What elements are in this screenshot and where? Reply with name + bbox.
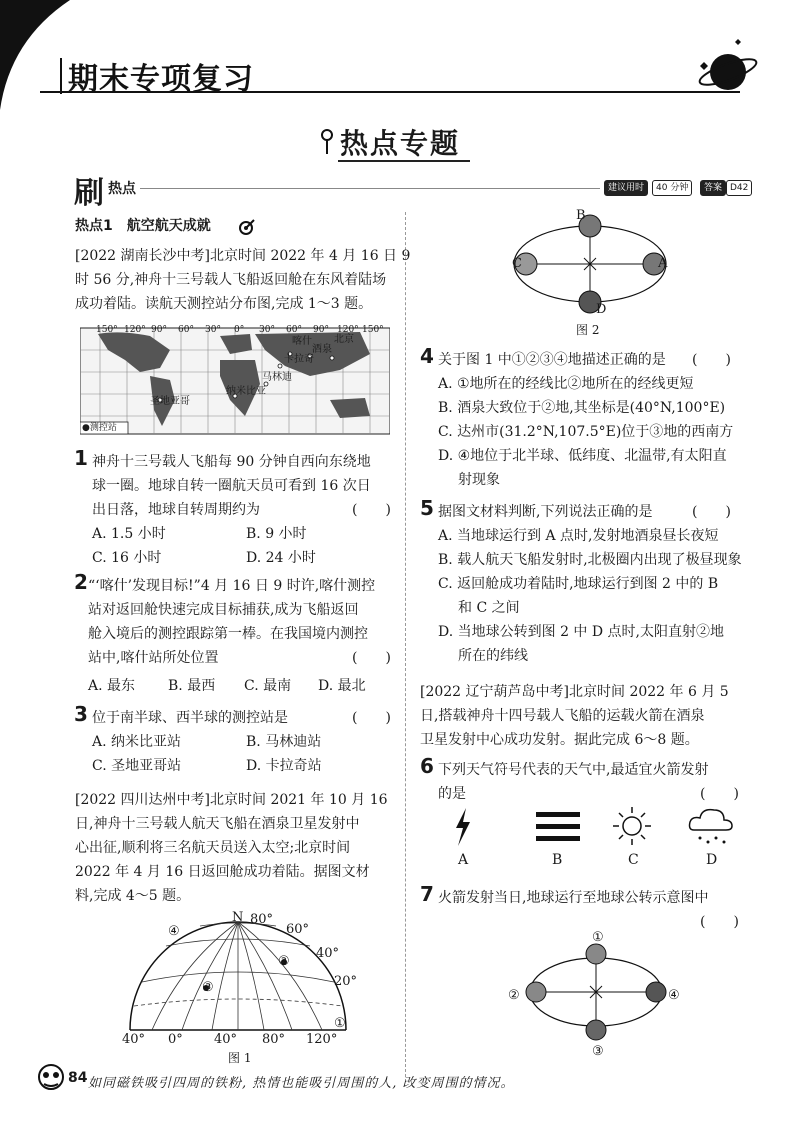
q2-option-c[interactable]: C. 最南 xyxy=(244,678,292,694)
fig1-lat40: 40° xyxy=(316,946,340,961)
intro2-line2: 日,神舟十三号载人航天飞船在酒泉卫星发射中 xyxy=(75,816,360,832)
intro2-line1: [2022 四川达州中考]北京时间 2021 年 10 月 16 xyxy=(75,792,388,808)
q3-option-d[interactable]: D. 卡拉奇站 xyxy=(246,758,322,774)
title-underline xyxy=(338,160,470,162)
q7-line1: 火箭发射当日,地球运行至地球公转示意图中 xyxy=(438,890,709,906)
sunny-icon xyxy=(610,804,654,848)
q1-line2: 球一圈。地球自转一圈航天员可看到 16 次日 xyxy=(92,478,371,494)
q2-line1: “‘喀什’发现目标!”4 月 16 日 9 时许,喀什测控 xyxy=(88,578,376,594)
q2-line3: 舱入境后的测控跟踪第一棒。在我国境内测控 xyxy=(88,626,368,642)
q5-number: 5 xyxy=(420,496,434,520)
fig2-point-b: B xyxy=(576,208,586,223)
lightning-icon xyxy=(452,806,474,848)
map-legend: ●测控站 xyxy=(82,423,117,433)
q6-answer-paren[interactable]: ( ) xyxy=(700,786,739,802)
fig1-lon-4: 120° xyxy=(306,1032,338,1047)
map-label-beijing: 北京 xyxy=(334,334,354,345)
intro1-line3: 成功着陆。读航天测控站分布图,完成 1～3 题。 xyxy=(75,296,373,312)
q6-option-a[interactable]: A xyxy=(458,852,469,868)
rain-cloud-icon xyxy=(686,806,736,848)
intro3-line2: 日,搭载神舟十四号载人飞船的运载火箭在酒泉 xyxy=(420,708,705,724)
q1-option-a[interactable]: A. 1.5 小时 xyxy=(92,526,166,542)
fog-icon xyxy=(534,808,582,846)
q2-answer-paren[interactable]: ( ) xyxy=(352,650,391,666)
target-icon xyxy=(238,218,256,236)
section-rule xyxy=(140,188,600,189)
intro1-line2: 时 56 分,神舟十三号载人飞船返回舱在东风着陆场 xyxy=(75,272,387,288)
fig2-point-a: A xyxy=(658,256,668,271)
intro1-line1: [2022 湖南长沙中考]北京时间 2022 年 4 月 16 日 9 xyxy=(75,248,411,264)
suggest-time-value: 40 分钟 xyxy=(652,180,692,196)
map-label-kashgar: 喀什 xyxy=(292,336,312,347)
q5-option-d-line2: 所在的纬线 xyxy=(458,648,528,664)
q1-line3: 出日落，地球自转周期约为 xyxy=(92,502,260,518)
intro2-line3: 心出征,顺利将三名航天员送入太空;北京时间 xyxy=(75,840,351,856)
q1-number: 1 xyxy=(74,446,88,470)
map-lon-6: 30° xyxy=(259,325,275,335)
map-label-jiuquan: 酒泉 xyxy=(312,344,332,355)
q5-answer-paren[interactable]: ( ) xyxy=(692,504,731,520)
q4-number: 4 xyxy=(420,344,434,368)
fig1-point1: ① xyxy=(334,1016,346,1031)
fig1-lat20: 20° xyxy=(334,974,358,989)
q1-option-d[interactable]: D. 24 小时 xyxy=(246,550,316,566)
fig1-lon-3: 80° xyxy=(262,1032,286,1047)
q5-option-c-line2: 和 C 之间 xyxy=(458,600,520,616)
q5-option-d-line1[interactable]: D. 当地球公转到图 2 中 D 点时,太阳直射②地 xyxy=(438,624,725,640)
q4-option-d-line2: 射现象 xyxy=(458,472,500,488)
fig2-point-d: D xyxy=(596,302,607,317)
fig3-point3: ③ xyxy=(592,1044,604,1059)
banner-title: 期末专项复习 xyxy=(68,62,254,97)
fig3-point1: ① xyxy=(592,930,604,945)
fig1-lon-0: 40° xyxy=(122,1032,146,1047)
topic-title: 热点专题 xyxy=(340,127,461,160)
fig1-lat80: 80° xyxy=(250,912,274,927)
map-lon-10: 150° xyxy=(362,325,384,335)
q3-number: 3 xyxy=(74,702,88,726)
pin-icon xyxy=(320,128,334,156)
q5-line1: 据图文材料判断,下列说法正确的是 xyxy=(438,504,653,520)
q6-line1: 下列天气符号代表的天气中,最适宜火箭发射 xyxy=(438,762,709,778)
intro2-line4: 2022 年 4 月 16 日返回舱成功着陆。据图文材 xyxy=(75,864,370,880)
q3-option-c[interactable]: C. 圣地亚哥站 xyxy=(92,758,182,774)
figure1-graticule xyxy=(122,912,354,1040)
q6-number: 6 xyxy=(420,754,434,778)
section-mark: 刷 xyxy=(74,176,104,211)
fig1-caption: 图 1 xyxy=(228,1051,252,1065)
q3-option-a[interactable]: A. 纳米比亚站 xyxy=(92,734,182,750)
q4-answer-paren[interactable]: ( ) xyxy=(692,352,731,368)
map-lon-5: 0° xyxy=(234,325,245,335)
map-lon-1: 120° xyxy=(124,325,146,335)
map-lon-0: 150° xyxy=(96,325,118,335)
fig1-lat60: 60° xyxy=(286,922,310,937)
q2-line2: 站对返回舱快速完成目标捕获,成为飞船返回 xyxy=(88,602,359,618)
footer-quote: 如同磁铁吸引四周的铁粉, 热情也能吸引周围的人, 改变周围的情况。 xyxy=(88,1076,515,1091)
map-lon-3: 60° xyxy=(178,325,194,335)
fig3-point4: ④ xyxy=(668,988,680,1003)
q1-option-b[interactable]: B. 9 小时 xyxy=(246,526,307,542)
intro3-line1: [2022 辽宁葫芦岛中考]北京时间 2022 年 6 月 5 xyxy=(420,684,729,700)
map-lon-2: 90° xyxy=(151,325,167,335)
q5-option-c-line1[interactable]: C. 返回舱成功着陆时,地球运行到图 2 中的 B xyxy=(438,576,719,592)
hot1-title: 热点1 航空航天成就 xyxy=(75,218,211,234)
map-lon-4: 30° xyxy=(205,325,221,335)
q2-option-b[interactable]: B. 最西 xyxy=(168,678,216,694)
column-divider xyxy=(405,212,406,1082)
q3-answer-paren[interactable]: ( ) xyxy=(352,710,391,726)
fig1-point4: ④ xyxy=(168,924,180,939)
section-label: 热点 xyxy=(108,181,136,197)
q6-line2: 的是 xyxy=(438,786,466,802)
map-lon-8: 90° xyxy=(313,325,329,335)
q6-option-d[interactable]: D xyxy=(706,852,718,868)
map-label-namibia: 纳米比亚 xyxy=(226,386,266,397)
map-lon-7: 60° xyxy=(286,325,302,335)
q4-option-a[interactable]: A. ①地所在的经线比②地所在的经线更短 xyxy=(438,376,694,392)
fig1-lon-1: 0° xyxy=(168,1032,183,1047)
fig2-point-c: C xyxy=(512,256,522,271)
map-label-santiago: 圣地亚哥 xyxy=(150,396,190,407)
answer-page: D42 xyxy=(726,180,752,196)
q7-answer-paren[interactable]: ( ) xyxy=(700,914,739,930)
figure3-orbit xyxy=(516,936,676,1046)
q2-option-d[interactable]: D. 最北 xyxy=(318,678,366,694)
q4-line1: 关于图 1 中①②③④地描述正确的是 xyxy=(438,352,666,368)
figure2-orbit xyxy=(500,212,680,318)
owl-logo-icon xyxy=(36,1062,66,1092)
suggest-time-label: 建议用时 xyxy=(604,180,648,196)
q4-option-c[interactable]: C. 达州市(31.2°N,107.5°E)位于③地的西南方 xyxy=(438,424,734,440)
fig1-north: N xyxy=(232,910,244,925)
page-number: 84 xyxy=(68,1070,88,1086)
fig1-point3: ③ xyxy=(202,980,214,995)
fig1-lon-2: 40° xyxy=(214,1032,238,1047)
q2-option-a[interactable]: A. 最东 xyxy=(88,678,136,694)
q1-option-c[interactable]: C. 16 小时 xyxy=(92,550,162,566)
q4-option-b[interactable]: B. 酒泉大致位于②地,其坐标是(40°N,100°E) xyxy=(438,400,726,416)
q1-answer-paren[interactable]: ( ) xyxy=(352,502,391,518)
fig2-caption: 图 2 xyxy=(576,323,600,337)
q2-number: 2 xyxy=(74,570,88,594)
map-lon-9: 120° xyxy=(337,325,359,335)
q6-option-b[interactable]: B xyxy=(552,852,563,868)
q4-option-d-line1[interactable]: D. ④地位于北半球、低纬度、北温带,有太阳直 xyxy=(438,448,727,464)
q7-number: 7 xyxy=(420,882,434,906)
intro3-line3: 卫星发射中心成功发射。据此完成 6～8 题。 xyxy=(420,732,699,748)
map-label-karachi: 卡拉奇 xyxy=(284,354,314,365)
q2-line4: 站中,喀什站所处位置 xyxy=(88,650,219,666)
q6-option-c[interactable]: C xyxy=(628,852,639,868)
answer-label: 答案 xyxy=(700,180,726,196)
fig3-point2: ② xyxy=(508,988,520,1003)
q3-line1: 位于南半球、西半球的测控站是 xyxy=(92,710,288,726)
fig1-point2: ② xyxy=(278,954,290,969)
map-label-malindi: 马林迪 xyxy=(262,372,292,383)
q1-line1: 神舟十三号载人飞船每 90 分钟自西向东绕地 xyxy=(92,454,371,470)
intro2-line5: 料,完成 4～5 题。 xyxy=(75,888,191,904)
q5-option-a[interactable]: A. 当地球运行到 A 点时,发射地酒泉昼长夜短 xyxy=(438,528,719,544)
q5-option-b[interactable]: B. 载人航天飞船发射时,北极圈内出现了极昼现象 xyxy=(438,552,742,568)
q3-option-b[interactable]: B. 马林迪站 xyxy=(246,734,322,750)
